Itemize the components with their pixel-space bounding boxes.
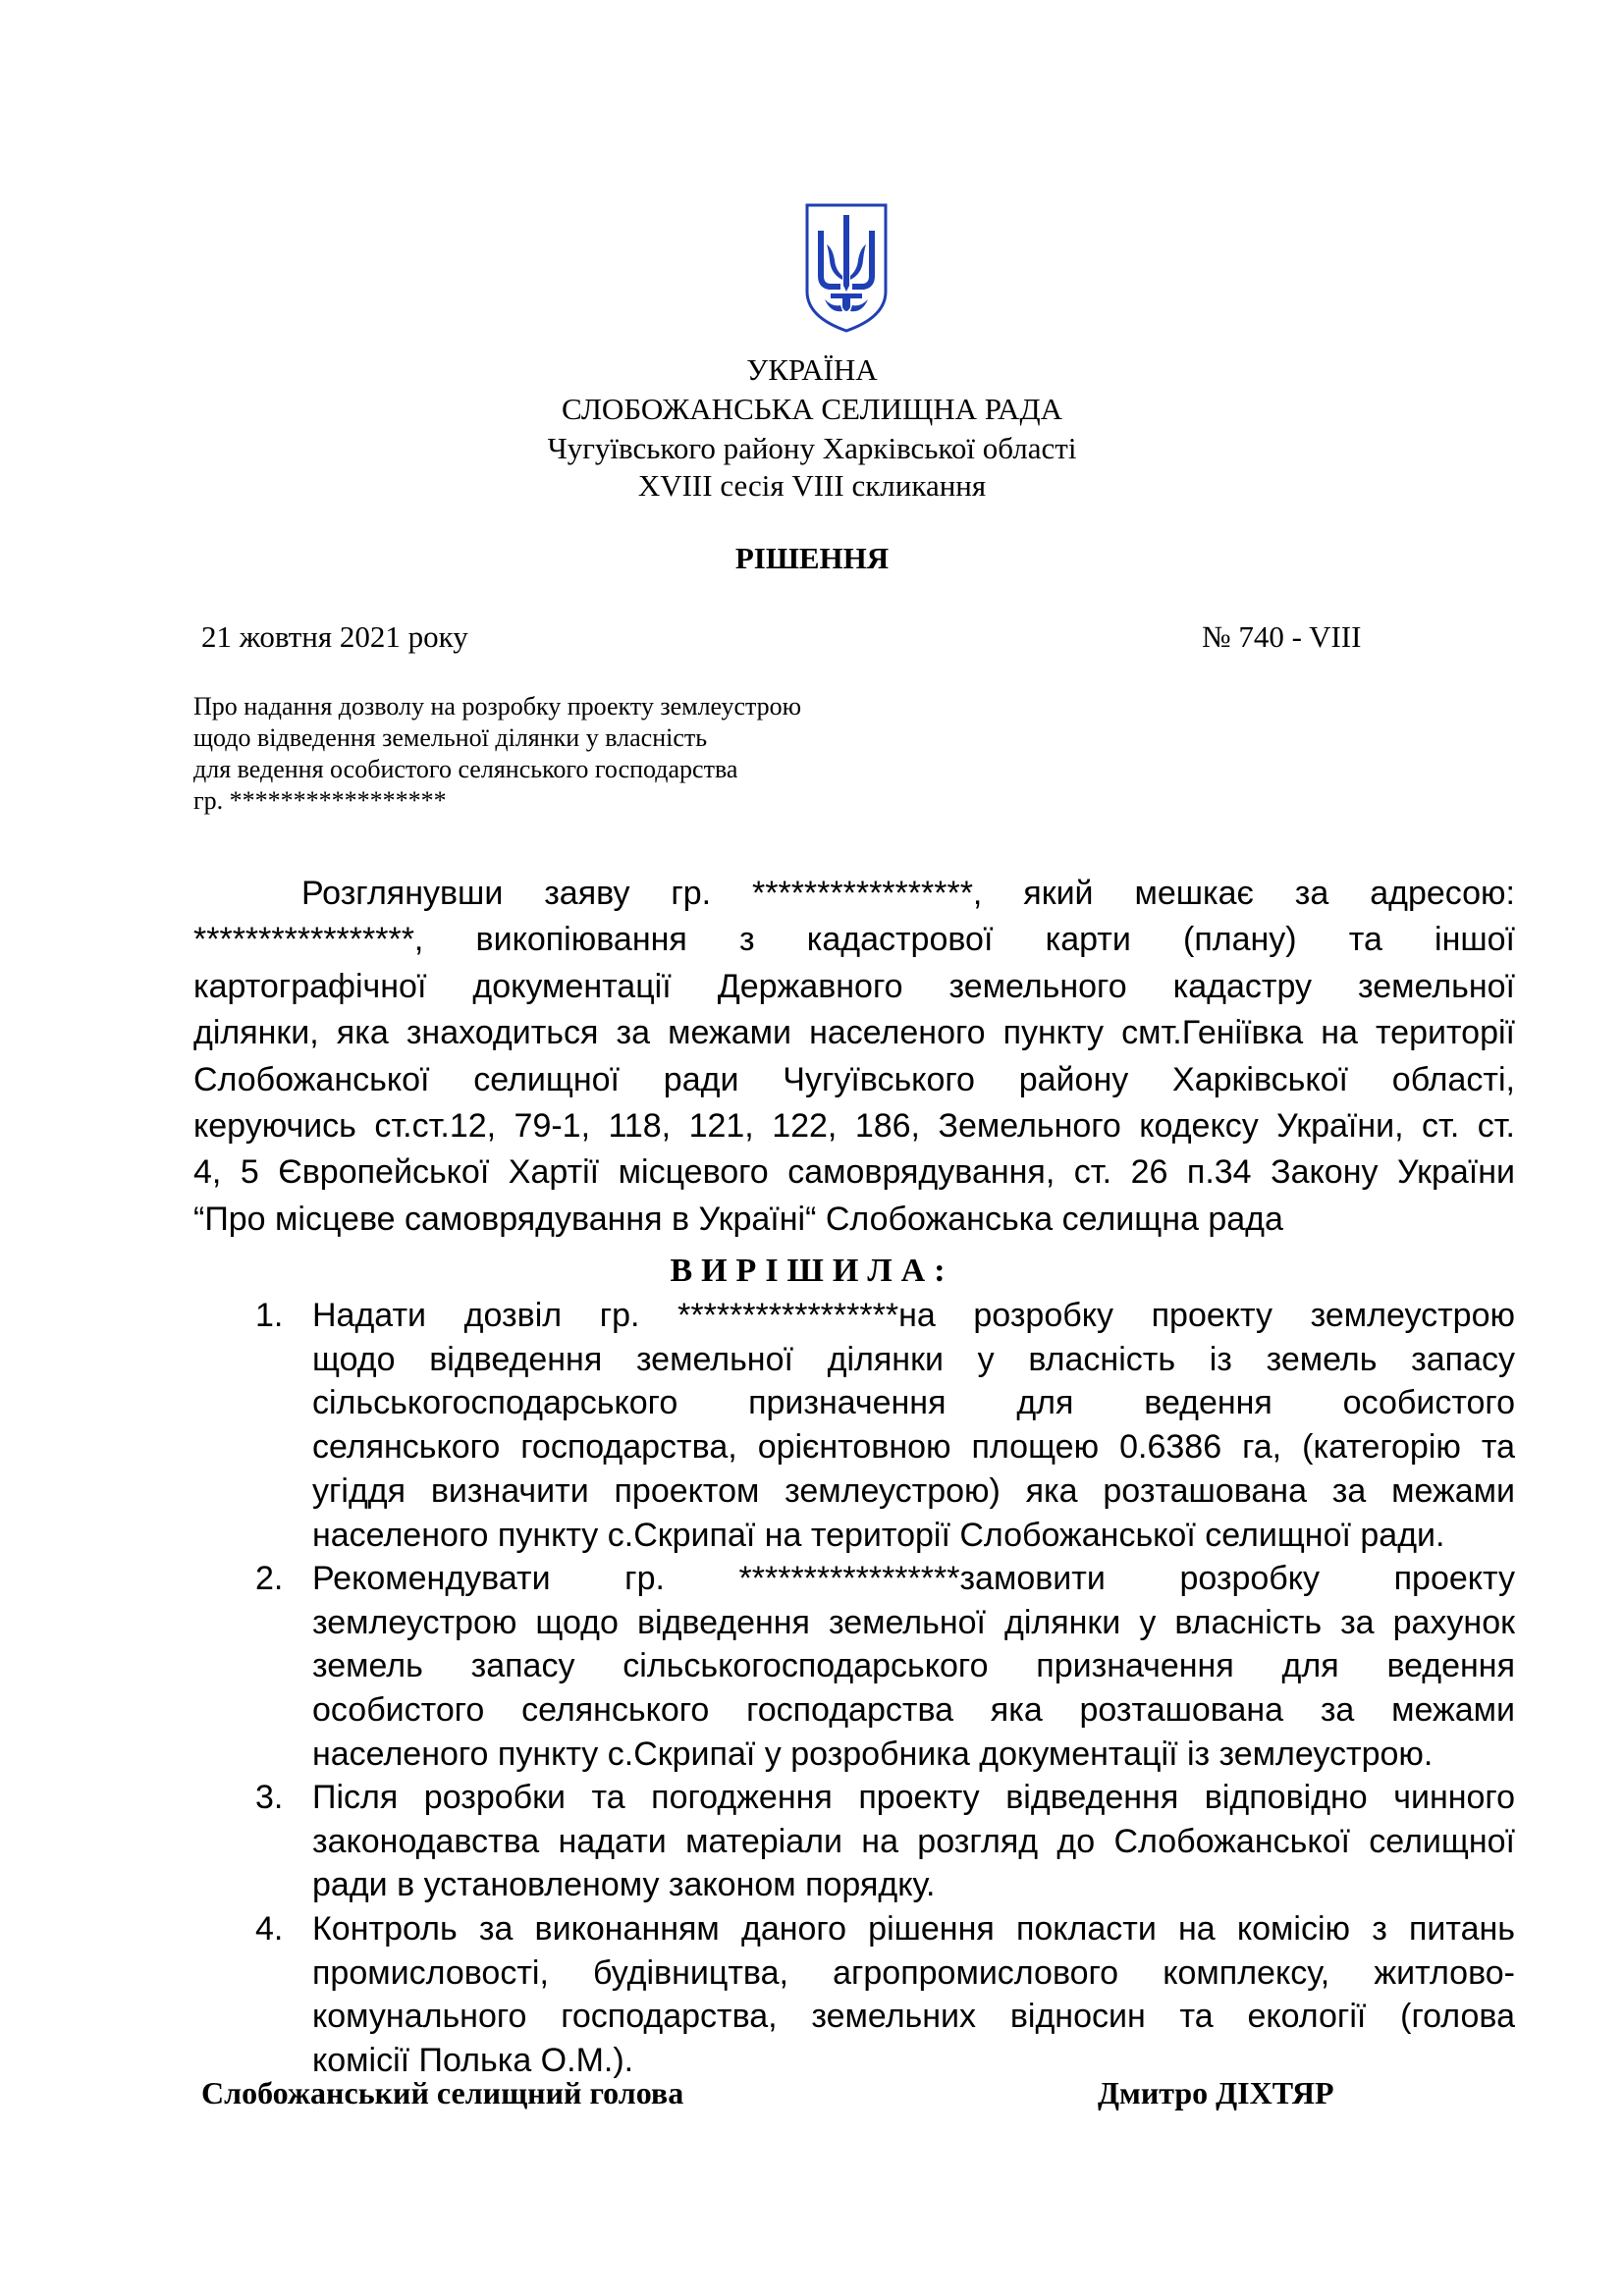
item-line: селянського господарства, орієнтовною площею 0.6386 га, (категорію та [312,1428,1515,1467]
council-heading: СЛОБОЖАНСЬКА СЕЛИЩНА РАДА [562,392,1062,426]
item-line: земель запасу сільськогосподарського призначення для ведення [312,1647,1515,1685]
signatory-name: Дмитро ДІХТЯР [1098,2075,1334,2110]
preamble-line: керуючись ст.ст.12, 79-1, 118, 121, 122, 186, Земельного кодексу України, ст. ст. [193,1107,1515,1146]
country-heading: УКРАЇНА [746,352,878,387]
preamble-line: Слобожанської селищної ради Чугуївського району Харківської області, [193,1060,1515,1098]
item-line: населеного пункту с.Скрипаї на території Слобожанської селищної ради. [312,1516,1445,1554]
item-line: ради в установленому законом порядку. [312,1866,936,1904]
item-line: промисловості, будівництва, агропромислового комплексу, житлово- [312,1953,1515,1992]
item-line: населеного пункту с.Скрипаї у розробника документації із землеустрою. [312,1735,1434,1773]
item-line: Надати дозвіл гр. *****************на розробку проекту землеустрою [312,1297,1515,1334]
resolution-item [255,1294,1515,1557]
item-line: комісії Полька О.М.). [312,2042,634,2080]
item-number: 2. [255,1560,284,1597]
item-line: сільськогосподарського призначення для ведення особистого [312,1384,1515,1422]
resolved-heading: ВИРІШИЛА: [670,1253,954,1289]
item-line: угіддя визначити проектом землеустрою) яка розташована за межами [312,1471,1515,1510]
signatory-title: Слобожанський селищний голова [201,2075,684,2110]
subject-line: гр. ***************** [193,786,447,815]
item-line: землеустрою щодо відведення земельної ділянки у власність за рахунок [312,1603,1515,1641]
item-line: Контроль за виконанням даного рішення покласти на комісію з питань [312,1910,1515,1948]
preamble-line: ділянки, яка знаходиться за межами населеного пункту смт.Геніївка на території [193,1014,1515,1052]
subject-block [193,691,940,817]
item-text [312,1294,1515,1557]
item-line: законодавства надати матеріали на розгляд до Слобожанської селищної [312,1822,1515,1860]
item-line: Після розробки та погодження проекту відведення відповідно чинного [312,1779,1515,1816]
decision-date: 21 жовтня 2021 року [201,619,468,654]
preamble-paragraph [193,871,1515,1243]
decision-number: № 740 - VIII [1202,619,1362,654]
preamble-line: *****************, викопіювання з кадастрової карти (плану) та іншої [193,921,1515,959]
subject-line: для ведення особистого селянського господарства [193,755,738,783]
resolution-item [255,1907,1515,2083]
preamble-line: картографічної документації Державного земельного кадастру земельної [193,967,1515,1005]
coat-of-arms-emblem-icon [803,201,890,335]
item-line: щодо відведення земельної ділянки у власність із земель запасу [312,1340,1515,1378]
item-line: Рекомендувати гр. *****************замовити розробку проекту [312,1560,1515,1597]
item-text [312,1776,1515,1907]
session-heading: XVIII сесія VIII скликання [637,468,987,503]
item-text [312,1557,1515,1777]
item-text [312,1907,1515,2083]
subject-line: щодо відведення земельної ділянки у власність [193,723,708,752]
preamble-line: “Про місцеве самоврядування в Україні“ Слобожанська селищна рада [193,1200,1283,1238]
resolution-item [255,1776,1515,1907]
district-heading: Чугуївського району Харківської області [547,431,1077,465]
decision-title: РІШЕННЯ [734,541,890,575]
item-line: комунального господарства, земельних відносин та екології (голова [312,1998,1515,2036]
item-line: особистого селянського господарства яка розташована за межами [312,1691,1515,1730]
preamble-line: Розглянувши заяву гр. *****************, який мешкає за адресою: [301,875,1515,912]
preamble-line: 4, 5 Європейської Хартії місцевого самоврядування, ст. 26 п.34 Закону України [193,1153,1515,1192]
item-number: 4. [255,1910,284,1948]
item-number: 1. [255,1297,284,1334]
item-number: 3. [255,1779,284,1816]
subject-line: Про надання дозволу на розробку проекту землеустрою [193,692,802,721]
resolution-item [255,1557,1515,1777]
